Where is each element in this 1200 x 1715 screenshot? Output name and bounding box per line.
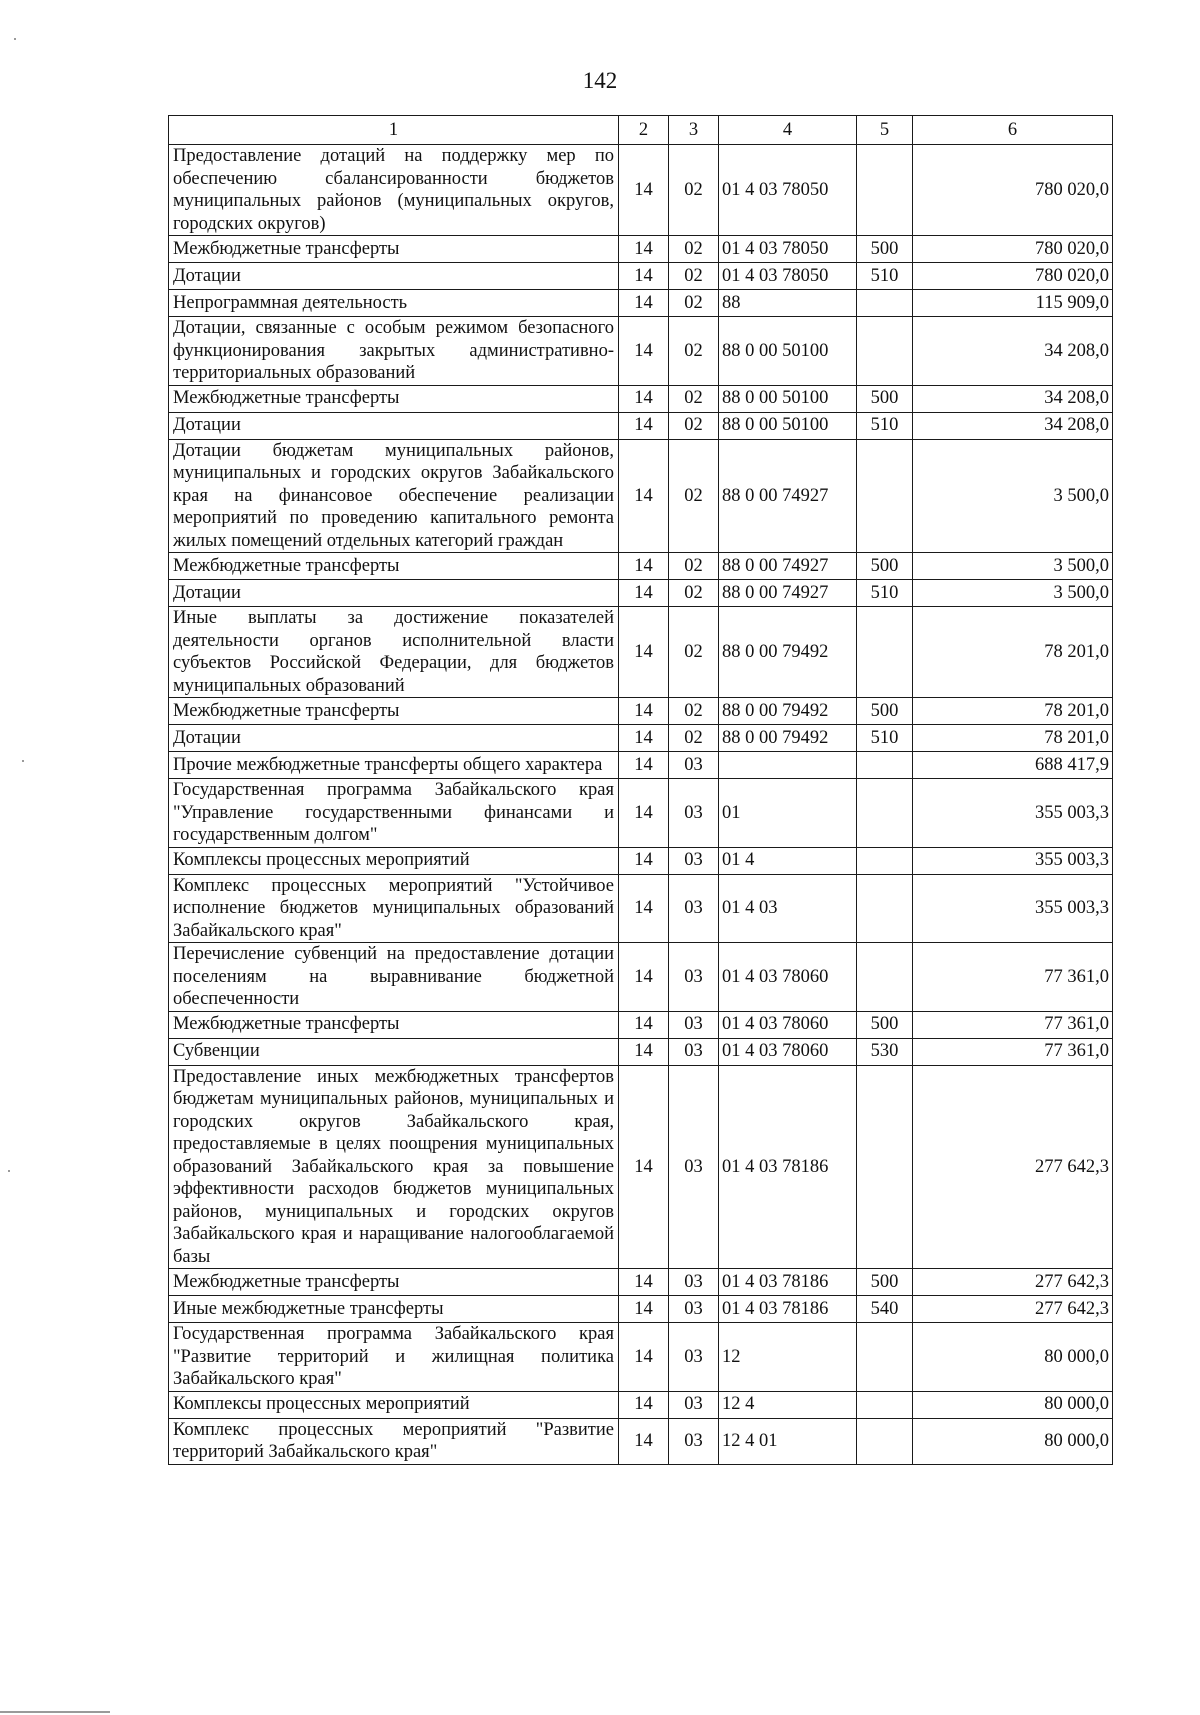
- cell-expense-type: [857, 1418, 913, 1464]
- cell-amount: 355 003,3: [913, 847, 1113, 874]
- cell-target-code: 01 4 03 78186: [719, 1269, 857, 1296]
- cell-name: Дотации: [169, 725, 619, 752]
- cell-expense-type: 500: [857, 385, 913, 412]
- cell-subsection: 03: [669, 1038, 719, 1065]
- cell-target-code: 01 4 03 78060: [719, 1038, 857, 1065]
- cell-expense-type: [857, 779, 913, 848]
- cell-subsection: 02: [669, 607, 719, 698]
- cell-name: Межбюджетные трансферты: [169, 385, 619, 412]
- cell-name: Прочие межбюджетные трансферты общего характера: [169, 752, 619, 779]
- cell-expense-type: [857, 752, 913, 779]
- cell-target-code: 88 0 00 74927: [719, 553, 857, 580]
- scan-edge-line: [0, 1711, 110, 1713]
- cell-name: Предоставление дотаций на поддержку мер по обеспечению сбалансированности бюджетов муниципальных районов (муниципальных округов, городских округов): [169, 145, 619, 236]
- table-row: [169, 1296, 1113, 1323]
- cell-section: 14: [619, 263, 669, 290]
- cell-expense-type: [857, 145, 913, 236]
- table-row: [169, 236, 1113, 263]
- cell-expense-type: [857, 290, 913, 317]
- cell-section: 14: [619, 145, 669, 236]
- cell-section: 14: [619, 847, 669, 874]
- cell-target-code: 01 4 03 78050: [719, 263, 857, 290]
- cell-subsection: 03: [669, 1269, 719, 1296]
- table-row: [169, 779, 1113, 848]
- cell-target-code: [719, 752, 857, 779]
- cell-name: Межбюджетные трансферты: [169, 698, 619, 725]
- cell-name: Субвенции: [169, 1038, 619, 1065]
- cell-expense-type: [857, 874, 913, 943]
- cell-target-code: 01 4: [719, 847, 857, 874]
- cell-section: 14: [619, 1418, 669, 1464]
- cell-name: Дотации: [169, 263, 619, 290]
- cell-target-code: 12 4 01: [719, 1418, 857, 1464]
- cell-amount: 277 642,3: [913, 1269, 1113, 1296]
- cell-expense-type: 500: [857, 1269, 913, 1296]
- table-row: [169, 1269, 1113, 1296]
- header-cell: 1: [169, 116, 619, 145]
- cell-amount: 277 642,3: [913, 1296, 1113, 1323]
- table-row: [169, 317, 1113, 386]
- cell-section: 14: [619, 874, 669, 943]
- cell-subsection: 02: [669, 236, 719, 263]
- cell-expense-type: [857, 1323, 913, 1392]
- cell-subsection: 03: [669, 1065, 719, 1269]
- cell-section: 14: [619, 1065, 669, 1269]
- cell-target-code: 88 0 00 79492: [719, 607, 857, 698]
- cell-expense-type: [857, 1391, 913, 1418]
- cell-amount: 34 208,0: [913, 385, 1113, 412]
- scan-mark: [22, 760, 24, 762]
- table-row: [169, 290, 1113, 317]
- cell-amount: 78 201,0: [913, 698, 1113, 725]
- cell-subsection: 03: [669, 943, 719, 1012]
- cell-subsection: 02: [669, 145, 719, 236]
- cell-subsection: 02: [669, 412, 719, 439]
- cell-section: 14: [619, 779, 669, 848]
- cell-name: Дотации, связанные с особым режимом безопасного функционирования закрытых административно-территориальных образований: [169, 317, 619, 386]
- cell-target-code: 88 0 00 50100: [719, 317, 857, 386]
- cell-target-code: 01 4 03 78050: [719, 236, 857, 263]
- cell-amount: 78 201,0: [913, 607, 1113, 698]
- cell-expense-type: 500: [857, 236, 913, 263]
- table-body: [169, 145, 1113, 1465]
- cell-subsection: 03: [669, 1011, 719, 1038]
- cell-subsection: 03: [669, 847, 719, 874]
- cell-expense-type: [857, 439, 913, 553]
- scan-mark: [14, 38, 16, 40]
- cell-target-code: 12 4: [719, 1391, 857, 1418]
- cell-section: 14: [619, 698, 669, 725]
- header-row: [169, 116, 1113, 145]
- table-row: [169, 874, 1113, 943]
- header-cell: 2: [619, 116, 669, 145]
- cell-name: Государственная программа Забайкальского края "Развитие территорий и жилищная политика Забайкальского края": [169, 1323, 619, 1392]
- budget-table: [168, 115, 1113, 1465]
- cell-expense-type: 530: [857, 1038, 913, 1065]
- table-row: [169, 1323, 1113, 1392]
- cell-amount: 115 909,0: [913, 290, 1113, 317]
- header-cell: 3: [669, 116, 719, 145]
- cell-name: Предоставление иных межбюджетных трансфертов бюджетам муниципальных районов, муниципальных и городских округов Забайкальского края, предоставляемые в целях поощрения муниципальных образований Забайкальского края за повышение эффективности расходов бюджетов муниципальных районов, муниципальных и городских округов Забайкальского края и наращивание налогооблагаемой базы: [169, 1065, 619, 1269]
- cell-target-code: 01 4 03 78050: [719, 145, 857, 236]
- cell-section: 14: [619, 607, 669, 698]
- cell-target-code: 88 0 00 50100: [719, 385, 857, 412]
- cell-name: Иные выплаты за достижение показателей деятельности органов исполнительной власти субъектов Российской Федерации, для бюджетов муниципальных образований: [169, 607, 619, 698]
- cell-target-code: 88 0 00 74927: [719, 580, 857, 607]
- cell-amount: 355 003,3: [913, 874, 1113, 943]
- table-row: [169, 145, 1113, 236]
- table-row: [169, 943, 1113, 1012]
- cell-expense-type: 500: [857, 553, 913, 580]
- cell-amount: 80 000,0: [913, 1391, 1113, 1418]
- cell-name: Межбюджетные трансферты: [169, 553, 619, 580]
- cell-amount: 77 361,0: [913, 1011, 1113, 1038]
- cell-name: Комплексы процессных мероприятий: [169, 847, 619, 874]
- cell-section: 14: [619, 752, 669, 779]
- cell-expense-type: 500: [857, 1011, 913, 1038]
- cell-section: 14: [619, 1323, 669, 1392]
- cell-expense-type: [857, 607, 913, 698]
- table-row: [169, 752, 1113, 779]
- cell-expense-type: 510: [857, 725, 913, 752]
- cell-amount: 780 020,0: [913, 263, 1113, 290]
- cell-name: Межбюджетные трансферты: [169, 1269, 619, 1296]
- cell-subsection: 02: [669, 290, 719, 317]
- cell-section: 14: [619, 439, 669, 553]
- cell-section: 14: [619, 236, 669, 263]
- table-row: [169, 385, 1113, 412]
- table-row: [169, 553, 1113, 580]
- cell-name: Дотации: [169, 580, 619, 607]
- cell-expense-type: 510: [857, 263, 913, 290]
- table-row: [169, 1038, 1113, 1065]
- cell-amount: 780 020,0: [913, 145, 1113, 236]
- table-row: [169, 698, 1113, 725]
- cell-amount: 34 208,0: [913, 412, 1113, 439]
- table-row: [169, 1011, 1113, 1038]
- table-row: [169, 1065, 1113, 1269]
- cell-name: Межбюджетные трансферты: [169, 236, 619, 263]
- cell-subsection: 03: [669, 1296, 719, 1323]
- cell-name: Дотации бюджетам муниципальных районов, муниципальных и городских округов Забайкальского края на финансовое обеспечение реализации мероприятий по проведению капитального ремонта жилых помещений отдельных категорий граждан: [169, 439, 619, 553]
- cell-target-code: 88 0 00 74927: [719, 439, 857, 553]
- cell-name: Непрограммная деятельность: [169, 290, 619, 317]
- cell-target-code: 01: [719, 779, 857, 848]
- cell-subsection: 02: [669, 698, 719, 725]
- cell-amount: 355 003,3: [913, 779, 1113, 848]
- cell-subsection: 02: [669, 385, 719, 412]
- cell-expense-type: [857, 847, 913, 874]
- cell-expense-type: [857, 943, 913, 1012]
- cell-section: 14: [619, 1269, 669, 1296]
- cell-amount: 80 000,0: [913, 1418, 1113, 1464]
- cell-name: Комплекс процессных мероприятий "Устойчивое исполнение бюджетов муниципальных образований Забайкальского края": [169, 874, 619, 943]
- cell-subsection: 03: [669, 1391, 719, 1418]
- header-cell: 5: [857, 116, 913, 145]
- header-cell: 6: [913, 116, 1113, 145]
- cell-section: 14: [619, 1296, 669, 1323]
- cell-target-code: 88 0 00 79492: [719, 725, 857, 752]
- cell-target-code: 01 4 03 78060: [719, 943, 857, 1012]
- table-row: [169, 263, 1113, 290]
- table-row: [169, 1391, 1113, 1418]
- table-row: [169, 580, 1113, 607]
- table-row: [169, 607, 1113, 698]
- cell-subsection: 02: [669, 725, 719, 752]
- cell-target-code: 12: [719, 1323, 857, 1392]
- cell-section: 14: [619, 412, 669, 439]
- cell-subsection: 03: [669, 874, 719, 943]
- table-row: [169, 725, 1113, 752]
- cell-target-code: 01 4 03 78060: [719, 1011, 857, 1038]
- cell-amount: 780 020,0: [913, 236, 1113, 263]
- cell-amount: 77 361,0: [913, 943, 1113, 1012]
- cell-amount: 78 201,0: [913, 725, 1113, 752]
- cell-section: 14: [619, 1038, 669, 1065]
- cell-amount: 3 500,0: [913, 553, 1113, 580]
- cell-section: 14: [619, 290, 669, 317]
- cell-expense-type: 510: [857, 412, 913, 439]
- cell-name: Комплексы процессных мероприятий: [169, 1391, 619, 1418]
- cell-section: 14: [619, 943, 669, 1012]
- cell-name: Комплекс процессных мероприятий "Развитие территорий Забайкальского края": [169, 1418, 619, 1464]
- table-row: [169, 1418, 1113, 1464]
- cell-amount: 3 500,0: [913, 439, 1113, 553]
- cell-subsection: 02: [669, 553, 719, 580]
- cell-subsection: 03: [669, 779, 719, 848]
- cell-subsection: 03: [669, 1323, 719, 1392]
- cell-target-code: 88 0 00 79492: [719, 698, 857, 725]
- cell-section: 14: [619, 1011, 669, 1038]
- cell-amount: 34 208,0: [913, 317, 1113, 386]
- cell-name: Межбюджетные трансферты: [169, 1011, 619, 1038]
- header-cell: 4: [719, 116, 857, 145]
- cell-subsection: 02: [669, 439, 719, 553]
- table-row: [169, 412, 1113, 439]
- cell-section: 14: [619, 725, 669, 752]
- cell-subsection: 03: [669, 1418, 719, 1464]
- cell-target-code: 88 0 00 50100: [719, 412, 857, 439]
- cell-subsection: 02: [669, 580, 719, 607]
- cell-target-code: 88: [719, 290, 857, 317]
- scan-mark: [8, 1170, 10, 1172]
- cell-amount: 277 642,3: [913, 1065, 1113, 1269]
- cell-section: 14: [619, 1391, 669, 1418]
- cell-expense-type: 540: [857, 1296, 913, 1323]
- cell-expense-type: 500: [857, 698, 913, 725]
- cell-section: 14: [619, 580, 669, 607]
- cell-expense-type: [857, 317, 913, 386]
- cell-name: Дотации: [169, 412, 619, 439]
- cell-amount: 688 417,9: [913, 752, 1113, 779]
- cell-target-code: 01 4 03 78186: [719, 1296, 857, 1323]
- cell-amount: 80 000,0: [913, 1323, 1113, 1392]
- table-row: [169, 847, 1113, 874]
- cell-section: 14: [619, 385, 669, 412]
- cell-name: Иные межбюджетные трансферты: [169, 1296, 619, 1323]
- cell-section: 14: [619, 553, 669, 580]
- cell-subsection: 02: [669, 317, 719, 386]
- cell-expense-type: [857, 1065, 913, 1269]
- cell-section: 14: [619, 317, 669, 386]
- cell-name: Перечисление субвенций на предоставление дотации поселениям на выравнивание бюджетной обеспеченности: [169, 943, 619, 1012]
- cell-target-code: 01 4 03: [719, 874, 857, 943]
- cell-name: Государственная программа Забайкальского края "Управление государственными финансами и государственным долгом": [169, 779, 619, 848]
- page-number: 142: [582, 68, 618, 93]
- cell-expense-type: 510: [857, 580, 913, 607]
- cell-target-code: 01 4 03 78186: [719, 1065, 857, 1269]
- cell-amount: 3 500,0: [913, 580, 1113, 607]
- cell-amount: 77 361,0: [913, 1038, 1113, 1065]
- cell-subsection: 03: [669, 752, 719, 779]
- table-row: [169, 439, 1113, 553]
- cell-subsection: 02: [669, 263, 719, 290]
